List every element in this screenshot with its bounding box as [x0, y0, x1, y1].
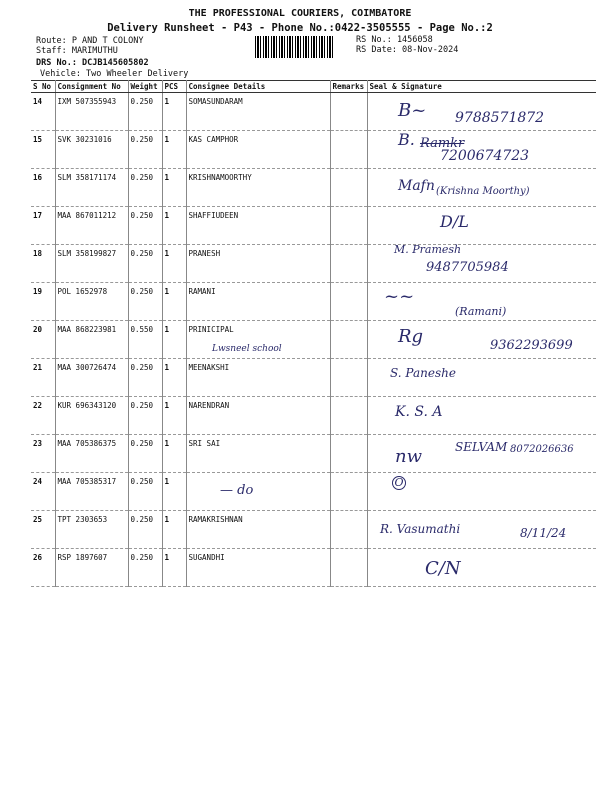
table-row	[31, 283, 596, 321]
cell-pcs: 1	[162, 283, 186, 321]
cell-weight: 0.550	[128, 321, 162, 359]
rs-number: RS No.: 1456058	[356, 35, 433, 45]
cell-remarks	[330, 207, 367, 245]
note-26: C/N	[425, 558, 461, 579]
cell-consignee: RAMAKRISHNAN	[186, 511, 330, 549]
cell-consignee: NARENDRAN	[186, 397, 330, 435]
cell-remarks	[330, 283, 367, 321]
cell-consignment: TPT 2303653	[55, 511, 128, 549]
cell-sno: 21	[31, 359, 55, 397]
cell-consignment: MAA 868223981	[55, 321, 128, 359]
cell-remarks	[330, 359, 367, 397]
cell-pcs: 1	[162, 131, 186, 169]
cell-consignment: POL 1652978	[55, 283, 128, 321]
table-row	[31, 359, 596, 397]
cell-consignee: SHAFFIUDEEN	[186, 207, 330, 245]
cell-pcs: 1	[162, 207, 186, 245]
name-25: R. Vasumathi	[380, 522, 461, 536]
ditto-text: do	[237, 483, 254, 498]
cell-sno: 22	[31, 397, 55, 435]
name-15: B.	[398, 130, 415, 149]
cell-remarks	[330, 435, 367, 473]
phone-18: 9487705984	[426, 260, 509, 275]
name-22: K. S. A	[395, 404, 443, 420]
table-row	[31, 245, 596, 283]
table-row	[31, 473, 596, 511]
cell-remarks	[330, 93, 367, 131]
table-header	[31, 81, 596, 93]
cell-remarks	[330, 245, 367, 283]
cell-weight: 0.250	[128, 359, 162, 397]
cell-consignee: KRISHNAMOORTHY	[186, 169, 330, 207]
cell-sno: 25	[31, 511, 55, 549]
cell-weight: 0.250	[128, 207, 162, 245]
name-19: (Ramani)	[455, 305, 507, 318]
cell-remarks	[330, 511, 367, 549]
rs-date: RS Date: 08-Nov-2024	[356, 45, 459, 55]
cell-consignment: MAA 705385317	[55, 473, 128, 511]
cell-pcs: 1	[162, 169, 186, 207]
phone-23: 8072026636	[510, 444, 574, 455]
cell-consignee: PRANESH	[186, 245, 330, 283]
phone-20: 9362293699	[490, 338, 573, 353]
cell-consignee: KAS CAMPHOR	[186, 131, 330, 169]
runsheet-title: Delivery Runsheet - P43 - Phone No.:0422-3505555 - Page No.:2	[107, 22, 493, 34]
cell-remarks	[330, 169, 367, 207]
cell-weight: 0.250	[128, 283, 162, 321]
cell-pcs: 1	[162, 549, 186, 587]
cell-consignee: SOMASUNDARAM	[186, 93, 330, 131]
cell-sno: 20	[31, 321, 55, 359]
barcode	[255, 36, 335, 58]
phone-14: 9788571872	[455, 110, 545, 126]
table-row	[31, 549, 596, 587]
phone-15: 7200674723	[440, 148, 530, 164]
cell-pcs: 1	[162, 397, 186, 435]
col-consignee: Consignee Details	[186, 81, 330, 93]
note-20: Lwsneel school	[212, 344, 282, 354]
name-23: SELVAM	[455, 440, 508, 454]
cell-consignee: PRINICIPAL	[186, 321, 330, 359]
cell-consignee: SRI SAI	[186, 435, 330, 473]
cell-pcs: 1	[162, 511, 186, 549]
date-25: 8/11/24	[520, 526, 567, 540]
cell-consignment: KUR 696343120	[55, 397, 128, 435]
col-pcs: PCS	[162, 81, 186, 93]
table-row	[31, 511, 596, 549]
col-consignment: Consignment No	[55, 81, 128, 93]
route: Route: P AND T COLONY	[36, 36, 144, 46]
cell-pcs: 1	[162, 93, 186, 131]
cell-weight: 0.250	[128, 93, 162, 131]
cell-remarks	[330, 549, 367, 587]
cell-consignment: SLM 358171174	[55, 169, 128, 207]
cell-weight: 0.250	[128, 511, 162, 549]
cell-consignment: SLM 358199827	[55, 245, 128, 283]
name-18: M. Pramesh	[394, 243, 462, 256]
cell-weight: 0.250	[128, 131, 162, 169]
cell-sno: 26	[31, 549, 55, 587]
cell-consignment: IXM 507355943	[55, 93, 128, 131]
cell-remarks	[330, 473, 367, 511]
signature-15: Ramkr	[420, 136, 465, 151]
cell-weight: 0.250	[128, 549, 162, 587]
cell-pcs: 1	[162, 473, 186, 511]
cell-pcs: 1	[162, 359, 186, 397]
cell-sno: 16	[31, 169, 55, 207]
cell-weight: 0.250	[128, 397, 162, 435]
cell-pcs: 1	[162, 245, 186, 283]
col-weight: Weight	[128, 81, 162, 93]
cell-consignee: SUGANDHI	[186, 549, 330, 587]
drs-number: DRS No.: DCJB145605802	[36, 58, 149, 68]
cell-weight: 0.250	[128, 245, 162, 283]
col-signature: Seal & Signature	[367, 81, 596, 93]
cell-sno: 17	[31, 207, 55, 245]
cell-sno: 23	[31, 435, 55, 473]
name-21: S. Paneshe	[390, 366, 456, 380]
cell-signature	[367, 549, 596, 587]
cell-sno: 18	[31, 245, 55, 283]
vehicle: Vehicle: Two Wheeler Delivery	[40, 69, 189, 79]
company-title: THE PROFESSIONAL COURIERS, COIMBATORE	[188, 8, 412, 19]
cell-signature	[367, 207, 596, 245]
cell-sno: 19	[31, 283, 55, 321]
cell-consignment: SVK 30231016	[55, 131, 128, 169]
cell-sno: 15	[31, 131, 55, 169]
staff: Staff: MARIMUTHU	[36, 46, 118, 56]
col-remarks: Remarks	[330, 81, 367, 93]
cell-sno: 24	[31, 473, 55, 511]
cell-consignee: MEENAKSHI	[186, 359, 330, 397]
cell-remarks	[330, 321, 367, 359]
table-row	[31, 207, 596, 245]
signature-23: nw	[395, 446, 422, 467]
circle-mark-24: O	[392, 476, 406, 490]
signature-14: B~	[398, 100, 427, 121]
cell-consignee: RAMANI	[186, 283, 330, 321]
cell-pcs: 1	[162, 435, 186, 473]
signature-16: Mafn	[398, 178, 435, 194]
cell-consignee	[186, 473, 330, 511]
cell-weight: 0.250	[128, 169, 162, 207]
note-17: D/L	[440, 212, 469, 231]
table-row	[31, 397, 596, 435]
cell-weight: 0.250	[128, 473, 162, 511]
cell-remarks	[330, 131, 367, 169]
cell-consignment: MAA 300726474	[55, 359, 128, 397]
col-sno: S No	[31, 81, 55, 93]
cell-remarks	[330, 397, 367, 435]
name-16: (Krishna Moorthy)	[436, 186, 530, 197]
ditto-24: — do	[220, 483, 254, 498]
cell-sno: 14	[31, 93, 55, 131]
cell-weight: 0.250	[128, 435, 162, 473]
cell-consignment: RSP 1897607	[55, 549, 128, 587]
cell-consignment: MAA 867011212	[55, 207, 128, 245]
signature-19: ~~	[384, 286, 415, 307]
cell-pcs: 1	[162, 321, 186, 359]
signature-20: Rg	[398, 326, 424, 347]
cell-consignment: MAA 705386375	[55, 435, 128, 473]
